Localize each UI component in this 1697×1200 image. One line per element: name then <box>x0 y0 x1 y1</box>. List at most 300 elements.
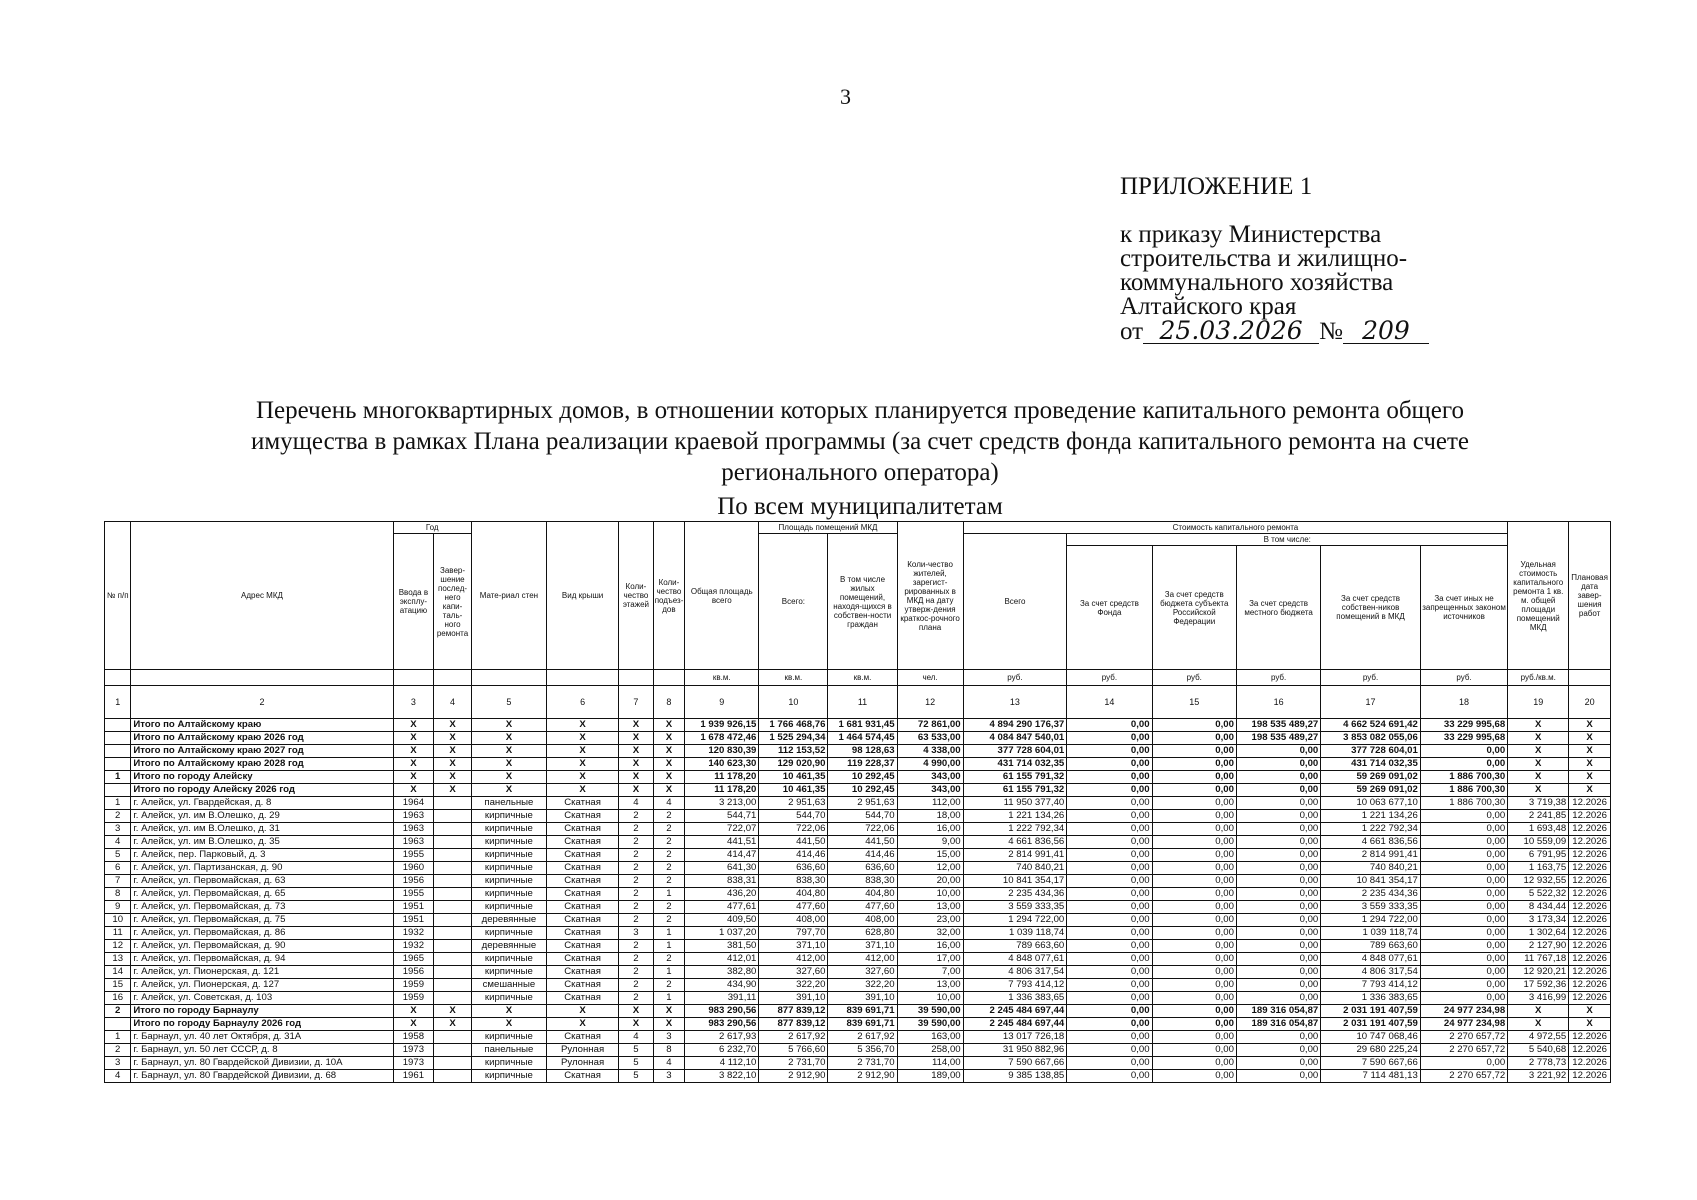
table-cell: 2 <box>619 888 654 901</box>
table-cell: X <box>619 745 654 758</box>
table-cell: 12,00 <box>897 862 963 875</box>
table-cell: X <box>653 784 685 797</box>
table-cell: г. Алейск, ул. Первомайская, д. 75 <box>131 914 393 927</box>
table-cell: Итого по городу Барнаулу <box>131 1005 393 1018</box>
table-row <box>105 849 1611 862</box>
table-cell: 6 791,95 <box>1508 849 1569 862</box>
table-cell: 0,00 <box>1236 784 1320 797</box>
table-cell: 544,70 <box>828 810 897 823</box>
table-cell: 1 <box>105 771 131 784</box>
table-cell <box>434 1044 472 1057</box>
from-label: от <box>1120 318 1144 345</box>
column-number: 11 <box>828 686 897 719</box>
table-cell <box>434 849 472 862</box>
table-cell: 4 990,00 <box>897 758 963 771</box>
table-cell: 0,00 <box>1067 784 1152 797</box>
table-cell: панельные <box>471 797 546 810</box>
table-cell: 20,00 <box>897 875 963 888</box>
table-cell: 0,00 <box>1067 732 1152 745</box>
unit-cell <box>653 670 685 686</box>
table-cell: 2 <box>653 849 685 862</box>
table-cell: 0,00 <box>1152 1005 1236 1018</box>
table-cell: 12 932,55 <box>1508 875 1569 888</box>
table-cell: 0,00 <box>1236 849 1320 862</box>
table-cell: 0,00 <box>1236 875 1320 888</box>
table-cell: 129 020,90 <box>759 758 828 771</box>
table-cell: 3 719,38 <box>1508 797 1569 810</box>
table-cell: Скатная <box>547 914 619 927</box>
table-cell: г. Алейск, ул. Первомайская, д. 65 <box>131 888 393 901</box>
header-cost-group: Стоимость капитального ремонта <box>963 522 1508 534</box>
table-cell: 0,00 <box>1420 758 1507 771</box>
table-cell: 0,00 <box>1420 875 1507 888</box>
table-cell: X <box>653 732 685 745</box>
table-cell: 0,00 <box>1067 823 1152 836</box>
table-cell: 1965 <box>393 953 434 966</box>
table-cell: 0,00 <box>1236 810 1320 823</box>
table-cell: 39 590,00 <box>897 1005 963 1018</box>
table-cell: 1955 <box>393 888 434 901</box>
column-number: 17 <box>1321 686 1421 719</box>
table-cell: X <box>653 745 685 758</box>
table-cell: X <box>393 1005 434 1018</box>
table-cell: X <box>619 771 654 784</box>
table-cell: 2 <box>619 914 654 927</box>
table-cell: 3 173,34 <box>1508 914 1569 927</box>
table-cell: X <box>653 719 685 732</box>
header-cost-total: Всего <box>963 534 1067 670</box>
table-cell: 11 178,20 <box>685 771 759 784</box>
table-cell: 12.2026 <box>1569 836 1611 849</box>
table-cell: 1 <box>105 797 131 810</box>
appendix-title: ПРИЛОЖЕНИЕ 1 <box>1120 173 1313 200</box>
table-cell: 4 661 836,56 <box>963 836 1067 849</box>
table-cell <box>434 836 472 849</box>
table-cell: 1 039 118,74 <box>1321 927 1421 940</box>
table-cell: 1 939 926,15 <box>685 719 759 732</box>
table-cell: X <box>393 784 434 797</box>
table-row <box>105 1031 1611 1044</box>
unit-cell: чел. <box>897 670 963 686</box>
table-cell: 1 681 931,45 <box>828 719 897 732</box>
column-number: 15 <box>1152 686 1236 719</box>
table-cell: 0,00 <box>1152 875 1236 888</box>
table-cell: 0,00 <box>1152 719 1236 732</box>
table-cell: Скатная <box>547 823 619 836</box>
table-cell: 2 235 434,36 <box>1321 888 1421 901</box>
header-num: № п/п <box>105 522 131 670</box>
table-cell: г. Алейск, ул. Гвардейская, д. 8 <box>131 797 393 810</box>
unit-cell: кв.м. <box>828 670 897 686</box>
table-cell: 63 533,00 <box>897 732 963 745</box>
table-cell: 12.2026 <box>1569 927 1611 940</box>
table-cell <box>434 914 472 927</box>
table-cell: X <box>547 1018 619 1031</box>
table-cell: 1 163,75 <box>1508 862 1569 875</box>
table-cell: кирпичные <box>471 966 546 979</box>
table-cell: 2 <box>619 862 654 875</box>
table-cell: 1 039 118,74 <box>963 927 1067 940</box>
table-cell <box>434 979 472 992</box>
table-row <box>105 810 1611 823</box>
unit-cell: кв.м. <box>685 670 759 686</box>
table-cell: X <box>471 719 546 732</box>
table-cell: 24 977 234,98 <box>1420 1018 1507 1031</box>
table-cell: 6 232,70 <box>685 1044 759 1057</box>
table-cell: 1961 <box>393 1070 434 1083</box>
table-cell: 5 <box>619 1044 654 1057</box>
table-cell: г. Алейск, ул. им В.Олешко, д. 31 <box>131 823 393 836</box>
table-cell: 2 <box>619 940 654 953</box>
column-number: 20 <box>1569 686 1611 719</box>
table-cell: 13,00 <box>897 901 963 914</box>
table-cell: 2 031 191 407,59 <box>1321 1018 1421 1031</box>
table-cell: X <box>471 758 546 771</box>
table-cell: 2 617,92 <box>828 1031 897 1044</box>
table-cell: 4 662 524 691,42 <box>1321 719 1421 732</box>
table-cell: X <box>619 1018 654 1031</box>
table-cell: Скатная <box>547 979 619 992</box>
table-cell: 1 <box>653 927 685 940</box>
table-cell: 0,00 <box>1420 992 1507 1005</box>
table-row <box>105 823 1611 836</box>
unit-cell <box>1569 670 1611 686</box>
unit-cell: руб. <box>1236 670 1320 686</box>
table-cell: кирпичные <box>471 1031 546 1044</box>
table-cell: кирпичные <box>471 849 546 862</box>
table-cell: 1 222 792,34 <box>1321 823 1421 836</box>
table-cell: 12.2026 <box>1569 992 1611 1005</box>
table-cell: 343,00 <box>897 784 963 797</box>
table-cell: 0,00 <box>1420 940 1507 953</box>
table-cell: X <box>547 1005 619 1018</box>
table-cell: 1973 <box>393 1057 434 1070</box>
table-cell: 4 972,55 <box>1508 1031 1569 1044</box>
table-cell: X <box>434 745 472 758</box>
table-cell: 0,00 <box>1152 901 1236 914</box>
table-cell: X <box>393 745 434 758</box>
table-row <box>105 953 1611 966</box>
table-cell: 189 316 054,87 <box>1236 1005 1320 1018</box>
table-row <box>105 979 1611 992</box>
table-cell: Скатная <box>547 953 619 966</box>
table-cell: 983 290,56 <box>685 1018 759 1031</box>
table-cell: 12.2026 <box>1569 888 1611 901</box>
table-cell: г. Алейск, пер. Парковый, д. 3 <box>131 849 393 862</box>
table-cell: 0,00 <box>1067 966 1152 979</box>
table-cell: 0,00 <box>1236 940 1320 953</box>
table-cell: 0,00 <box>1420 823 1507 836</box>
column-number: 10 <box>759 686 828 719</box>
table-cell <box>434 823 472 836</box>
table-cell: X <box>1569 758 1611 771</box>
table-cell: 0,00 <box>1152 979 1236 992</box>
table-cell: 0,00 <box>1152 1031 1236 1044</box>
table-row <box>105 1044 1611 1057</box>
table-cell: 0,00 <box>1152 784 1236 797</box>
table-cell: 2 <box>653 810 685 823</box>
table-cell: 2 <box>653 979 685 992</box>
table-cell: 0,00 <box>1067 979 1152 992</box>
header-other: За счет иных не запрещенных законом источников <box>1420 546 1507 670</box>
table-cell: 477,60 <box>759 901 828 914</box>
table-cell: 412,00 <box>759 953 828 966</box>
table-cell: 0,00 <box>1152 745 1236 758</box>
table-cell <box>434 797 472 810</box>
table-cell: 1 <box>653 940 685 953</box>
table-cell: 436,20 <box>685 888 759 901</box>
table-cell: 1959 <box>393 992 434 1005</box>
table-cell: г. Барнаул, ул. 40 лет Октября, д. 31А <box>131 1031 393 1044</box>
table-row <box>105 992 1611 1005</box>
table-cell: 12.2026 <box>1569 966 1611 979</box>
table-cell: 0,00 <box>1236 966 1320 979</box>
table-cell: 0,00 <box>1067 719 1152 732</box>
table-cell: 4 661 836,56 <box>1321 836 1421 849</box>
table-cell: 0,00 <box>1236 979 1320 992</box>
table-cell <box>434 953 472 966</box>
table-cell: Итого по городу Алейску 2026 год <box>131 784 393 797</box>
table-cell: 7 114 481,13 <box>1321 1070 1421 1083</box>
table-cell: 382,80 <box>685 966 759 979</box>
table-cell: 10 461,35 <box>759 771 828 784</box>
table-cell: 0,00 <box>1420 914 1507 927</box>
table-cell: 61 155 791,32 <box>963 784 1067 797</box>
table-cell: смешанные <box>471 979 546 992</box>
table-cell: 0,00 <box>1152 836 1236 849</box>
header-fund: За счет средств Фонда <box>1067 546 1152 670</box>
table-cell: 0,00 <box>1067 1018 1152 1031</box>
table-cell: 140 623,30 <box>685 758 759 771</box>
table-cell: 2 270 657,72 <box>1420 1044 1507 1057</box>
table-cell: 2 <box>653 953 685 966</box>
table-cell: 5 540,68 <box>1508 1044 1569 1057</box>
table-cell: Итого по Алтайскому краю <box>131 719 393 732</box>
table-cell: кирпичные <box>471 953 546 966</box>
table-cell: 11 <box>105 927 131 940</box>
table-cell: 0,00 <box>1067 992 1152 1005</box>
table-cell: X <box>1569 732 1611 745</box>
column-number: 4 <box>434 686 472 719</box>
table-cell: 12.2026 <box>1569 823 1611 836</box>
table-cell: 2 731,70 <box>759 1057 828 1070</box>
table-cell: X <box>547 758 619 771</box>
table-cell: Скатная <box>547 875 619 888</box>
table-cell: 404,80 <box>828 888 897 901</box>
column-number: 7 <box>619 686 654 719</box>
table-cell: 12.2026 <box>1569 862 1611 875</box>
table-cell: Скатная <box>547 797 619 810</box>
table-cell: X <box>1508 1018 1569 1031</box>
table-cell: кирпичные <box>471 823 546 836</box>
table-cell: 4 <box>619 1031 654 1044</box>
header-roof-type: Вид крыши <box>547 522 619 670</box>
table-cell: 0,00 <box>1152 862 1236 875</box>
table-cell: Итого по Алтайскому краю 2027 год <box>131 745 393 758</box>
table-cell: 722,06 <box>759 823 828 836</box>
table-cell: 0,00 <box>1236 771 1320 784</box>
table-cell: 5 <box>619 1057 654 1070</box>
page-number: 3 <box>840 84 851 109</box>
table-cell: г. Алейск, ул. Пионерская, д. 121 <box>131 966 393 979</box>
table-cell: 0,00 <box>1067 1044 1152 1057</box>
table-cell: 0,00 <box>1152 940 1236 953</box>
table-cell: 0,00 <box>1152 888 1236 901</box>
table-cell: 0,00 <box>1067 862 1152 875</box>
table-cell <box>434 901 472 914</box>
table-cell: г. Алейск, ул. Советская, д. 103 <box>131 992 393 1005</box>
table-cell: 4 806 317,54 <box>1321 966 1421 979</box>
table-cell: г. Алейск, ул. Первомайская, д. 73 <box>131 901 393 914</box>
table-cell: 740 840,21 <box>963 862 1067 875</box>
table-cell: X <box>434 758 472 771</box>
table-cell: 2 <box>619 875 654 888</box>
order-number: 209 <box>1343 319 1429 344</box>
table-row <box>105 901 1611 914</box>
table-cell: 2 270 657,72 <box>1420 1031 1507 1044</box>
table-cell: 0,00 <box>1420 979 1507 992</box>
table-cell: 2 <box>105 1044 131 1057</box>
table-cell: 0,00 <box>1236 953 1320 966</box>
header-federal: За счет средств бюджета субъекта Российской Федерации <box>1152 546 1236 670</box>
table-cell: 0,00 <box>1152 1070 1236 1083</box>
table-cell: 7 590 667,66 <box>1321 1057 1421 1070</box>
header-specific-cost: Удельная стоимость капитального ремонта 1 кв. м. общей площади помещений МКД <box>1508 522 1569 670</box>
header-premises-owned: В том числе жилых помещений, находя-щихся в собствен-ности граждан <box>828 534 897 670</box>
table-cell: 0,00 <box>1152 771 1236 784</box>
table-cell: 5 766,60 <box>759 1044 828 1057</box>
table-cell: 12.2026 <box>1569 940 1611 953</box>
table-cell: 3 559 333,35 <box>963 901 1067 914</box>
table-cell: 412,00 <box>828 953 897 966</box>
table-cell: 4 112,10 <box>685 1057 759 1070</box>
table-cell: 4 <box>619 797 654 810</box>
table-cell: X <box>393 719 434 732</box>
table-cell: X <box>653 1018 685 1031</box>
table-row <box>105 797 1611 810</box>
table-cell: 8 <box>105 888 131 901</box>
unit-cell <box>393 670 434 686</box>
table-cell: 722,06 <box>828 823 897 836</box>
table-cell <box>434 1070 472 1083</box>
table-cell: 0,00 <box>1420 888 1507 901</box>
table-cell: 1 336 383,65 <box>1321 992 1421 1005</box>
table-cell: 414,47 <box>685 849 759 862</box>
column-number: 9 <box>685 686 759 719</box>
table-cell: 1 464 574,45 <box>828 732 897 745</box>
table-cell: кирпичные <box>471 836 546 849</box>
table-cell <box>434 888 472 901</box>
unit-cell <box>471 670 546 686</box>
unit-cell <box>434 670 472 686</box>
table-cell: 0,00 <box>1420 836 1507 849</box>
table-cell: кирпичные <box>471 901 546 914</box>
table-cell: 2 <box>619 849 654 862</box>
table-cell: Скатная <box>547 901 619 914</box>
table-cell: 10,00 <box>897 992 963 1005</box>
order-reference <box>1120 316 1590 345</box>
table-cell <box>434 966 472 979</box>
table-cell: 2 270 657,72 <box>1420 1070 1507 1083</box>
table-cell <box>105 784 131 797</box>
table-cell: 4 806 317,54 <box>963 966 1067 979</box>
table-cell: 412,01 <box>685 953 759 966</box>
table-cell: г. Барнаул, ул. 50 лет СССР, д. 8 <box>131 1044 393 1057</box>
table-cell: 1 302,64 <box>1508 927 1569 940</box>
table-cell: кирпичные <box>471 810 546 823</box>
table-cell: 0,00 <box>1420 862 1507 875</box>
table-cell <box>105 758 131 771</box>
table-cell: 0,00 <box>1152 732 1236 745</box>
table-cell: X <box>1508 771 1569 784</box>
unit-cell: руб. <box>1152 670 1236 686</box>
table-cell: 408,00 <box>828 914 897 927</box>
table-cell: 789 663,60 <box>1321 940 1421 953</box>
table-cell: 3 853 082 055,06 <box>1321 732 1421 745</box>
table-cell: 343,00 <box>897 771 963 784</box>
table-cell: кирпичные <box>471 1070 546 1083</box>
heading-line: имущества в рамках Плана реализации краевой программы (за счет средств фонда капитального ремонта на счете <box>250 428 1470 455</box>
table-cell: 10 747 068,46 <box>1321 1031 1421 1044</box>
table-cell: X <box>1508 732 1569 745</box>
table-cell: 1951 <box>393 901 434 914</box>
table-cell: 2 <box>619 901 654 914</box>
table-cell: 16,00 <box>897 823 963 836</box>
column-number: 3 <box>393 686 434 719</box>
table-cell: X <box>1508 745 1569 758</box>
table-cell: 12.2026 <box>1569 797 1611 810</box>
table-cell: Скатная <box>547 888 619 901</box>
table-cell: 3 559 333,35 <box>1321 901 1421 914</box>
table-cell: 441,50 <box>759 836 828 849</box>
table-cell: 0,00 <box>1420 927 1507 940</box>
table-cell: X <box>653 1005 685 1018</box>
table-cell: Итого по Алтайскому краю 2028 год <box>131 758 393 771</box>
table-cell: 2 127,90 <box>1508 940 1569 953</box>
table-cell: 10 461,35 <box>759 784 828 797</box>
table-cell: 23,00 <box>897 914 963 927</box>
table-cell: 0,00 <box>1067 953 1152 966</box>
table-cell: кирпичные <box>471 992 546 1005</box>
table-cell: 1 037,20 <box>685 927 759 940</box>
table-cell: 12.2026 <box>1569 953 1611 966</box>
table-cell: X <box>393 771 434 784</box>
table-cell: X <box>1569 784 1611 797</box>
table-cell: 2 031 191 407,59 <box>1321 1005 1421 1018</box>
table-cell: 4 338,00 <box>897 745 963 758</box>
table-cell: 8 434,44 <box>1508 901 1569 914</box>
table-row <box>105 914 1611 927</box>
column-number: 18 <box>1420 686 1507 719</box>
table-cell: X <box>619 784 654 797</box>
table-cell: X <box>547 771 619 784</box>
table-cell: г. Алейск, ул. Пионерская, д. 127 <box>131 979 393 992</box>
table-cell: 2 912,90 <box>828 1070 897 1083</box>
appendix-line: строительства и жилищно- <box>1120 245 1408 272</box>
table-cell: 1 <box>105 1031 131 1044</box>
header-entrances: Коли-чество подъез-дов <box>653 522 685 670</box>
table-cell: 7 793 414,12 <box>1321 979 1421 992</box>
table-cell: 1955 <box>393 849 434 862</box>
table-cell: 17 592,36 <box>1508 979 1569 992</box>
table-cell: 5 522,32 <box>1508 888 1569 901</box>
total-row <box>105 784 1611 797</box>
table-cell: 1 886 700,30 <box>1420 771 1507 784</box>
table-cell: 2 617,92 <box>759 1031 828 1044</box>
table-cell: 2 778,73 <box>1508 1057 1569 1070</box>
table-cell: Скатная <box>547 862 619 875</box>
table-cell: Скатная <box>547 1070 619 1083</box>
